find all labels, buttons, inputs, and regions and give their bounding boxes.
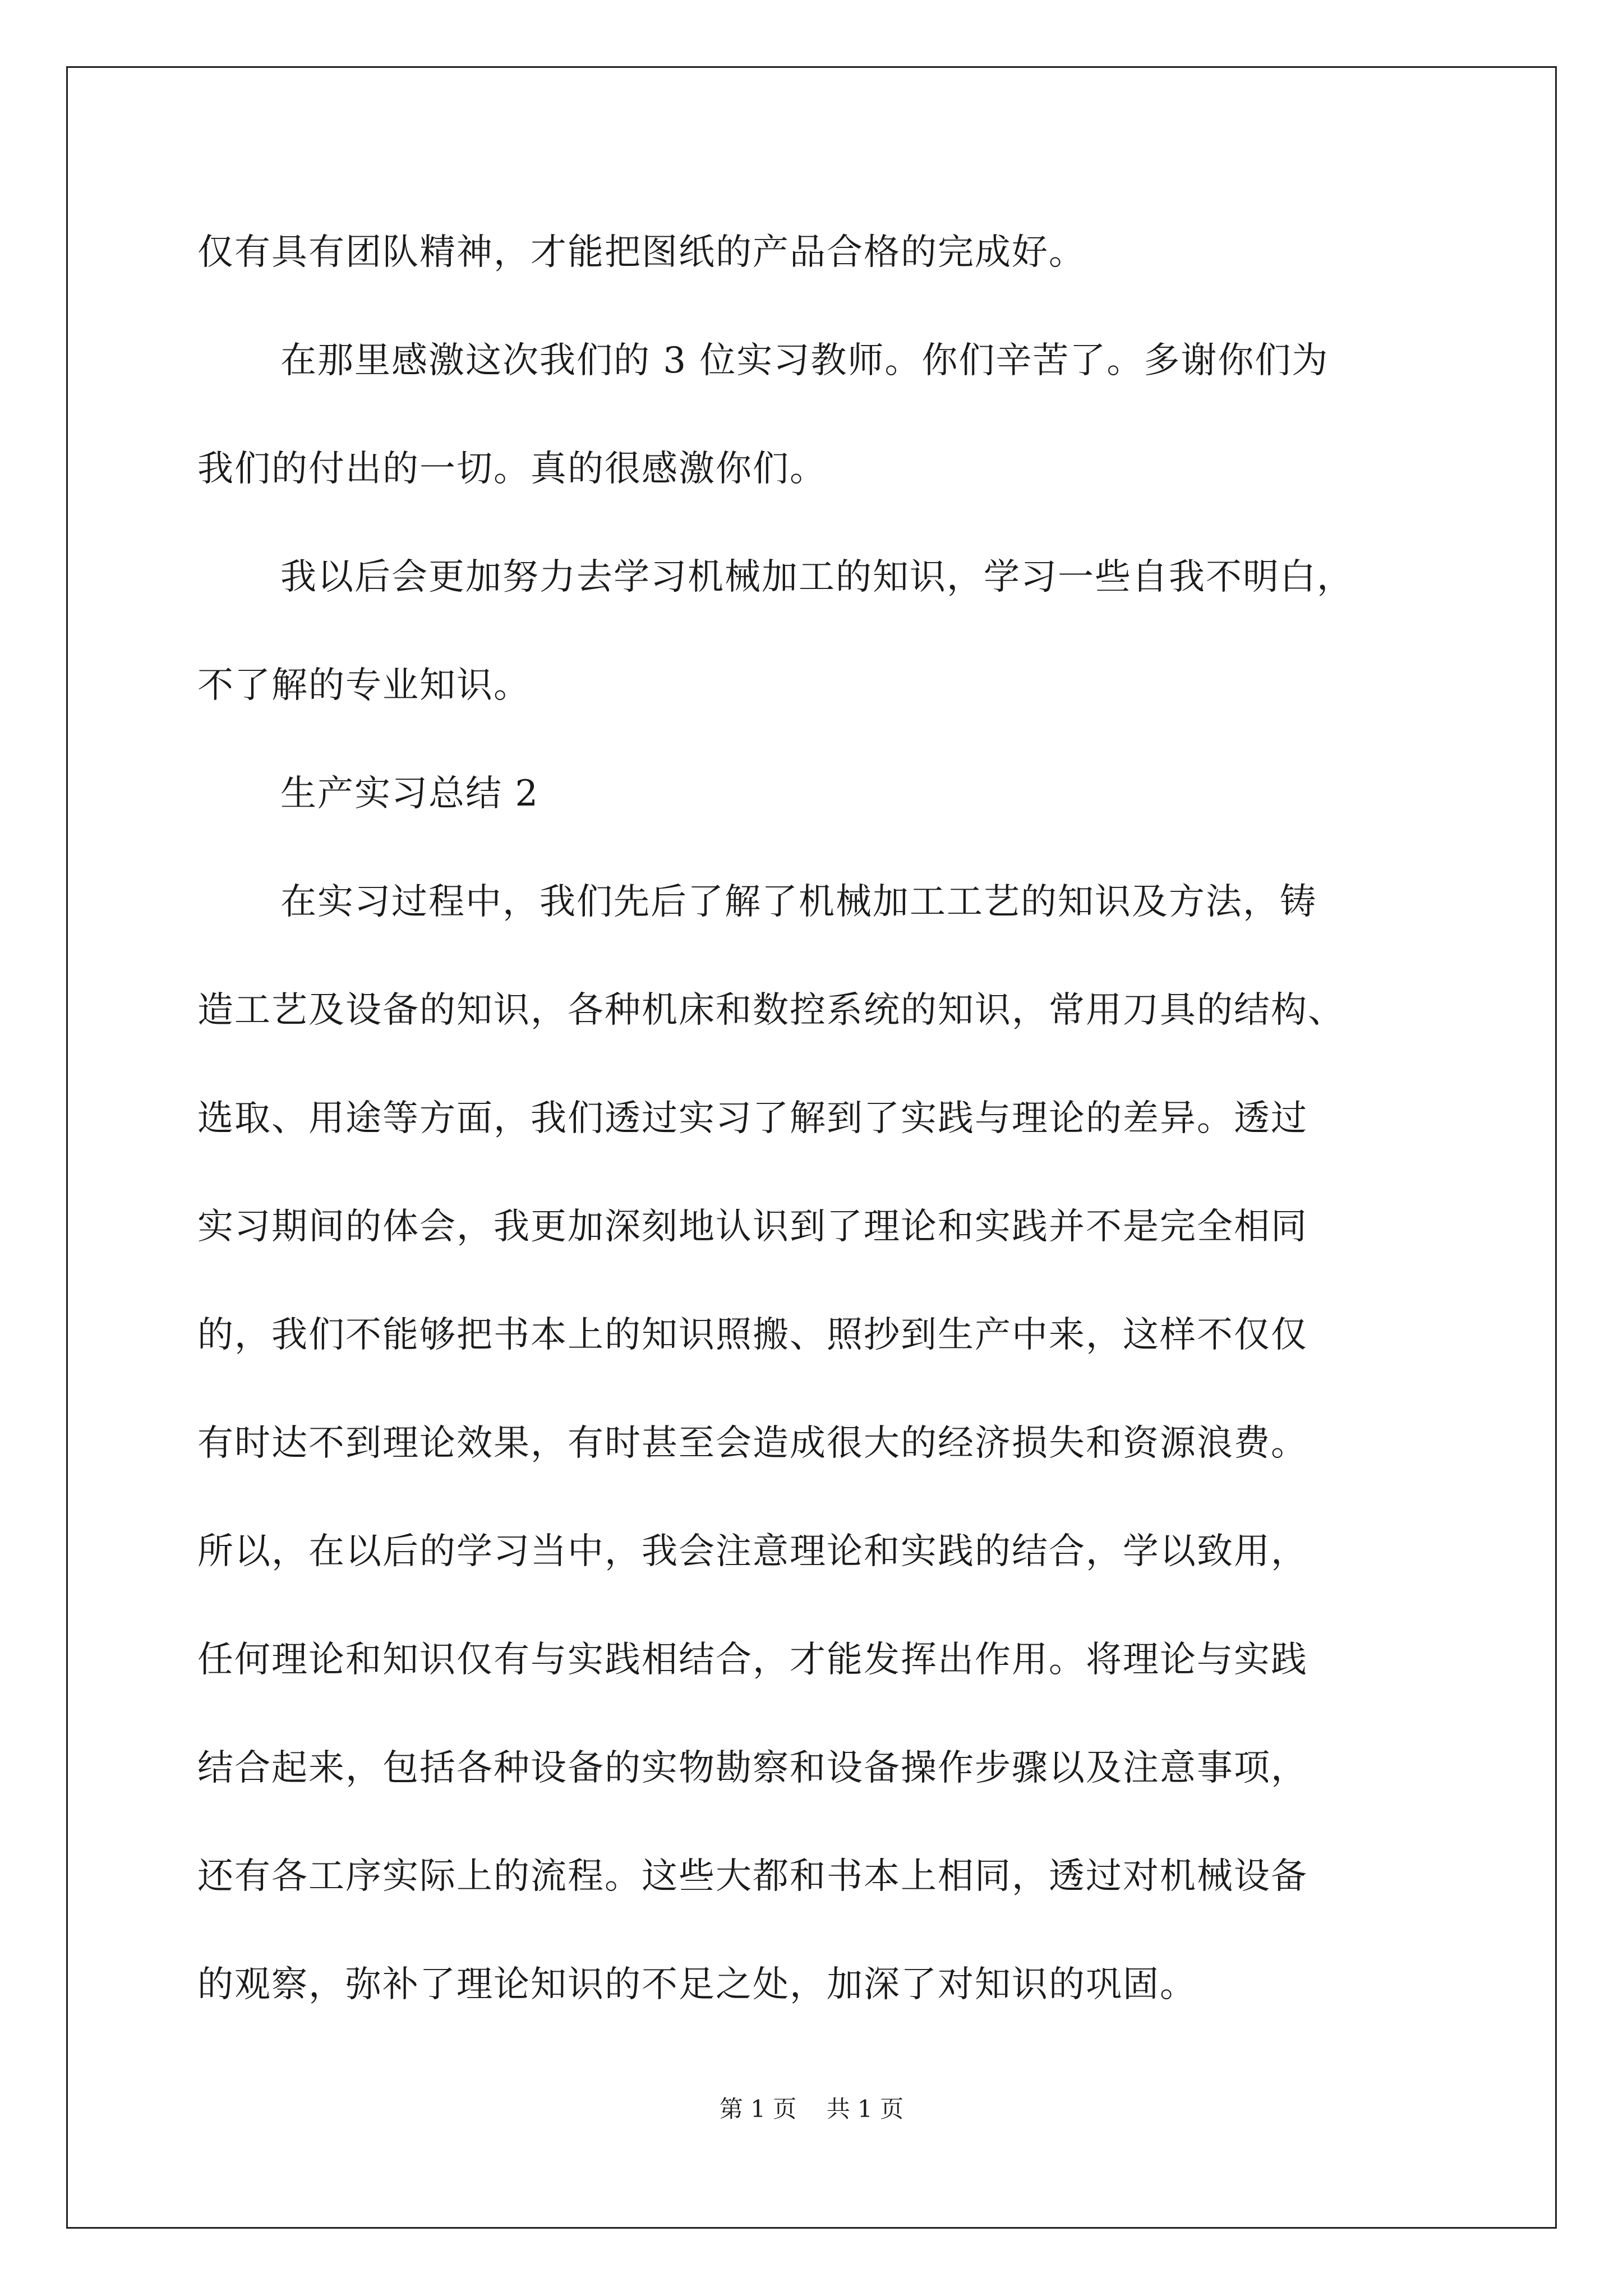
text-line: 选取、用途等方面，我们透过实习了解到了实践与理论的差异。透过 [197, 1098, 1308, 1139]
text-line: 任何理论和知识仅有与实践相结合，才能发挥出作用。将理论与实践 [197, 1639, 1308, 1681]
page-number-footer: 第 1 页 共 1 页 [719, 2095, 904, 2123]
section-heading: 生产实习总结 2 [280, 773, 540, 815]
text-line: 结合起来，包括各种设备的实物勘察和设备操作步骤以及注意事项， [197, 1747, 1308, 1789]
text-line: 造工艺及设备的知识，各种机床和数控系统的知识，常用刀具的结构、 [197, 990, 1345, 1031]
text-line: 实习期间的体会，我更加深刻地认识到了理论和实践并不是完全相同 [197, 1206, 1308, 1248]
text-line: 在那里感激这次我们的 3 位实习教师。你们辛苦了。多谢你们为 [280, 340, 1329, 381]
text-line: 在实习过程中，我们先后了解了机械加工工艺的知识及方法，铸 [280, 881, 1317, 923]
text-line: 不了解的专业知识。 [197, 665, 531, 706]
text-line: 还有各工序实际上的流程。这些大都和书本上相同，透过对机械设备 [197, 1856, 1308, 1897]
text-line: 有时达不到理论效果，有时甚至会造成很大的经济损失和资源浪费。 [197, 1423, 1308, 1464]
text-line: 所以，在以后的学习当中，我会注意理论和实践的结合，学以致用， [197, 1531, 1308, 1572]
page-frame [66, 66, 1557, 2229]
text-line: 的观察，弥补了理论知识的不足之处，加深了对知识的巩固。 [197, 1964, 1197, 2005]
text-line: 仅有具有团队精神，才能把图纸的产品合格的完成好。 [197, 232, 1086, 273]
text-line: 我以后会更加努力去学习机械加工的知识，学习一些自我不明白， [280, 556, 1354, 598]
text-line: 的，我们不能够把书本上的知识照搬、照抄到生产中来，这样不仅仅 [197, 1314, 1308, 1356]
text-line: 我们的付出的一切。真的很感激你们。 [197, 448, 827, 490]
